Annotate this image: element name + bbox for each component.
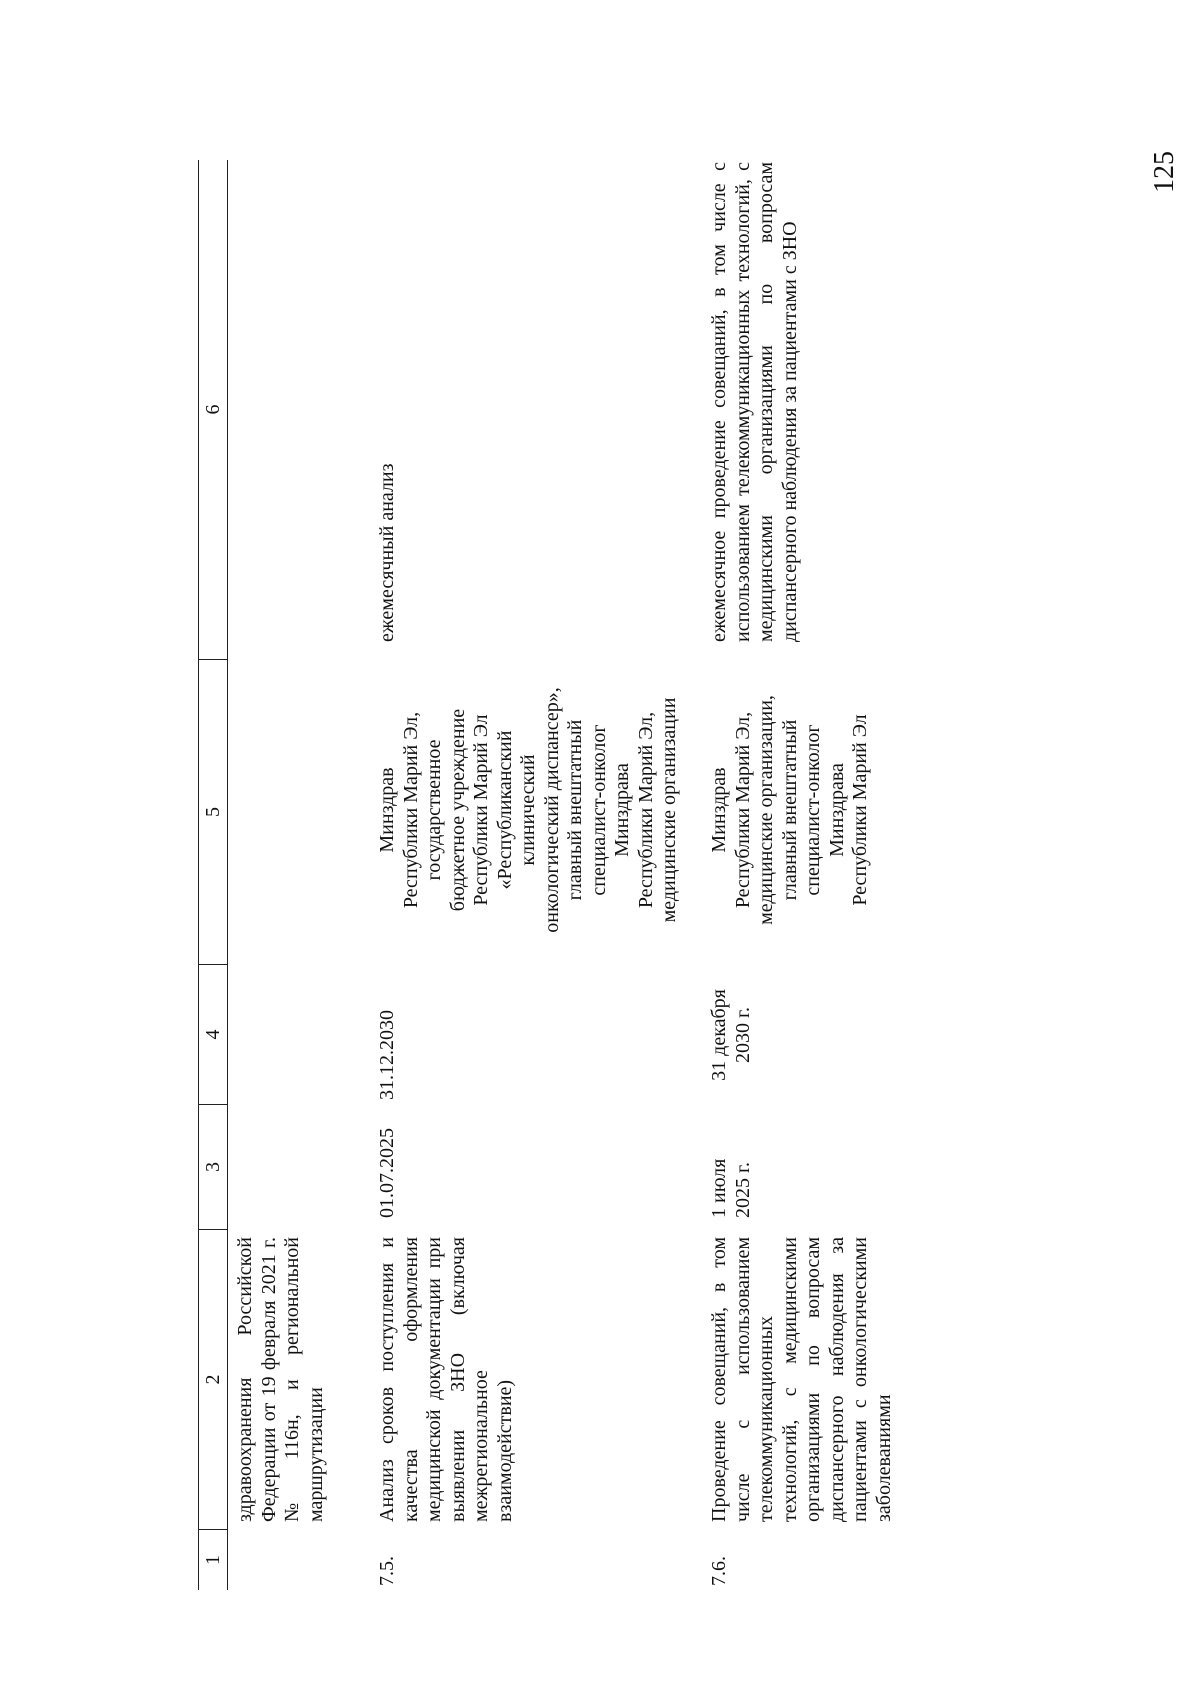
- header-col-1: 1: [201, 1555, 224, 1565]
- row-7-5-responsible: Минздрав Республики Марий Эл, государственное бюджетное учреждение Республики Марий Эл «Республиканский клинический онкологический диспансер», главный внештатный специалист-онколог Минздрава Республики Марий Эл, медицинские организации: [376, 687, 680, 933]
- header-col-5: 5: [199, 660, 227, 965]
- header-col-3: 3: [199, 1105, 227, 1230]
- table-header-row: [198, 160, 228, 1590]
- row-7-6-result: ежемесячное проведение совещаний, в том числе с использованием телекоммуникационных технологий, с медицинскими организациями по вопросам диспансерного наблюдения за пациентами с ЗНО: [708, 162, 801, 642]
- row-7-6-measure: Проведение совещаний, в том числе с использованием телекоммуникационных технологий, с медицинскими организациями по вопросам диспансерного наблюдения за пациентами с онкологическими заболеваниями: [708, 1237, 895, 1522]
- row-7-6-number: 7.6.: [708, 1556, 730, 1586]
- row-7-5-measure: Анализ сроков поступления и качества оформления медицинской документации при выявлении ЗНО (включая межрегиональное взаимодействие): [376, 1237, 516, 1522]
- page-number: 125: [1149, 151, 1180, 193]
- row-7-5-number: 7.5.: [376, 1556, 398, 1586]
- rotated-table-sheet: [198, 160, 958, 1590]
- continuation-cell: здравоохранения Российской Федерации от 19 февраля 2021 г. № 116н, и региональной маршрутизации: [234, 1237, 327, 1522]
- header-col-2: 2: [199, 1230, 227, 1530]
- row-7-5-end-date: 31.12.2030: [376, 1010, 398, 1100]
- row-7-5-start-date: 01.07.2025: [376, 1128, 398, 1218]
- header-col-6: 6: [199, 160, 227, 660]
- row-7-6-responsible: Минздрав Республики Марий Эл, медицинские организации, главный внештатный специалист-онколог Минздрава Республики Марий Эл: [708, 695, 871, 925]
- row-7-6-start-date: 1 июля 2025 г.: [708, 1158, 754, 1218]
- row-7-5-result: ежемесячный анализ: [376, 463, 398, 642]
- row-7-6-end-date: 31 декабря 2030 г.: [708, 989, 754, 1081]
- header-col-4: 4: [199, 965, 227, 1105]
